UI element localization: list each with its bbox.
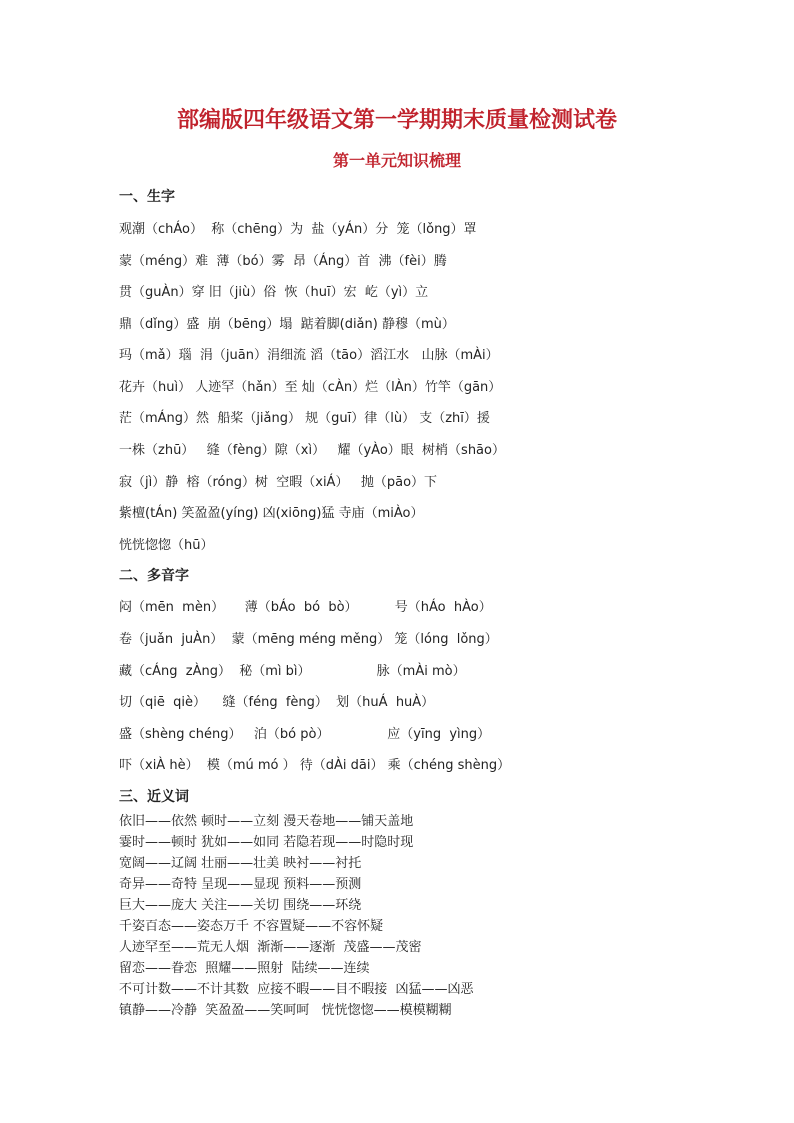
list-item: 蒙（méng）难 薄（bó）雾 昂（Áng）首 沸（fèi）腾 (119, 254, 447, 269)
list-item: 吓（xiÀ hè） 模（mú mó ） 待（dÀi dāi） 乘（chéng shèng） (119, 758, 511, 773)
list-item: 宽阔——辽阔 壮丽——壮美 映衬——衬托 (119, 856, 362, 871)
list-item: 镇静——冷静 笑盈盈——笑呵呵 恍恍惚惚——模模糊糊 (119, 1003, 452, 1018)
section-heading-synonyms: 三、近义词 (119, 789, 189, 805)
list-item: 不可计数——不计其数 应接不暇——目不暇接 凶猛——凶恶 (119, 982, 474, 997)
list-item: 寂（jì）静 榕（róng）树 空暇（xiÁ） 抛（pāo）下 (119, 475, 438, 490)
list-item: 奇异——奇特 呈现——显现 预料——预测 (119, 877, 362, 892)
list-item: 茫（mÁng）然 船桨（jiǎng） 规（guī）律（lù） 支（zhī）援 (119, 411, 490, 426)
list-item: 花卉（huì） 人迹罕（hǎn）至 灿（cÀn）烂（lÀn）竹竿（gān） (119, 380, 502, 395)
list-item: 霎时——顿时 犹如——如同 若隐若现——时隐时现 (119, 835, 414, 850)
list-item: 紫檀(tÁn) 笑盈盈(yíng) 凶(xiōng)猛 寺庙（miÀo） (119, 506, 424, 521)
document-subtitle: 第一单元知识梳理 (332, 151, 461, 170)
list-item: 鼎（dǐng）盛 崩（bēng）塌 踮着脚(diǎn) 静穆（mù） (119, 317, 455, 332)
list-item: 贯（guÀn）穿 旧（jiù）俗 恢（huī）宏 屹（yì）立 (119, 285, 429, 300)
section-heading-new-characters: 一、生字 (119, 189, 175, 205)
list-item: 观潮（chÁo） 称（chēng）为 盐（yÁn）分 笼（lǒng）罩 (119, 222, 477, 237)
list-item: 巨大——庞大 关注——关切 围绕——环绕 (119, 898, 362, 913)
list-item: 玛（mǎ）瑙 涓（juān）涓细流 滔（tāo）滔江水 山脉（mÀi） (119, 348, 499, 363)
list-item: 盛（shèng chéng） 泊（bó pò） 应（yīng yìng） (119, 727, 491, 742)
list-item: 千姿百态——姿态万千 不容置疑——不容怀疑 (119, 919, 384, 934)
list-item: 依旧——依然 顿时——立刻 漫天卷地——铺天盖地 (119, 814, 414, 829)
list-item: 恍恍惚惚（hū） (119, 538, 214, 553)
section-heading-polyphones: 二、多音字 (119, 568, 189, 584)
document-title: 部编版四年级语文第一学期期末质量检测试卷 (176, 107, 617, 133)
list-item: 卷（juǎn juÀn） 蒙（mēng méng měng） 笼（lóng lǒng） (119, 632, 498, 647)
list-item: 留恋——眷恋 照耀——照射 陆续——连续 (119, 961, 370, 976)
list-item: 人迹罕至——荒无人烟 渐渐——逐渐 茂盛——茂密 (119, 940, 422, 955)
list-item: 切（qiē qiè） 缝（féng fèng） 划（huÁ huÀ） (119, 695, 435, 710)
list-item: 闷（mēn mèn） 薄（bÁo bó bò） 号（hÁo hÀo） (119, 600, 492, 615)
list-item: 一株（zhū） 缝（fèng）隙（xì） 耀（yÀo）眼 树梢（shāo） (119, 443, 505, 458)
list-item: 藏（cÁng zÀng） 秘（mì bì） 脉（mÀi mò） (119, 664, 466, 679)
